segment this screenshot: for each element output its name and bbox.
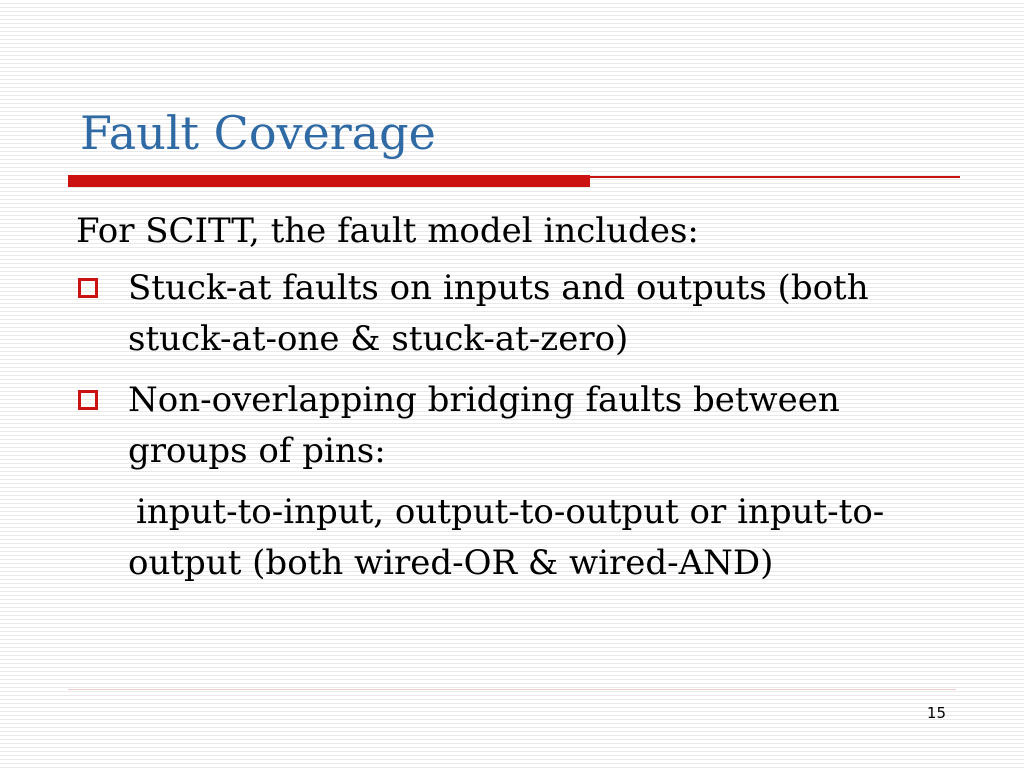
bullet-list bbox=[76, 263, 956, 477]
bullet-item bbox=[76, 263, 956, 365]
bullet-text: Non-overlapping bridging faults between groups of pins: bbox=[128, 380, 840, 471]
intro-text: For SCITT, the fault model includes: bbox=[76, 211, 699, 251]
slide-title: Fault Coverage bbox=[80, 106, 436, 160]
title-underline-thin bbox=[590, 176, 960, 178]
title-underline-thick bbox=[68, 175, 590, 187]
page-number: 15 bbox=[926, 704, 946, 722]
bullet-text: Stuck-at faults on inputs and outputs (both stuck-at-one & stuck-at-zero) bbox=[128, 268, 869, 359]
bullet-item bbox=[76, 375, 956, 477]
hollow-square-bullet-icon bbox=[78, 390, 98, 410]
footer-divider bbox=[68, 689, 956, 690]
hollow-square-bullet-icon bbox=[78, 278, 98, 298]
continuation-text: input-to-input, output-to-output or input-to-output (both wired-OR & wired-AND) bbox=[128, 492, 885, 583]
slide-body bbox=[76, 206, 956, 589]
